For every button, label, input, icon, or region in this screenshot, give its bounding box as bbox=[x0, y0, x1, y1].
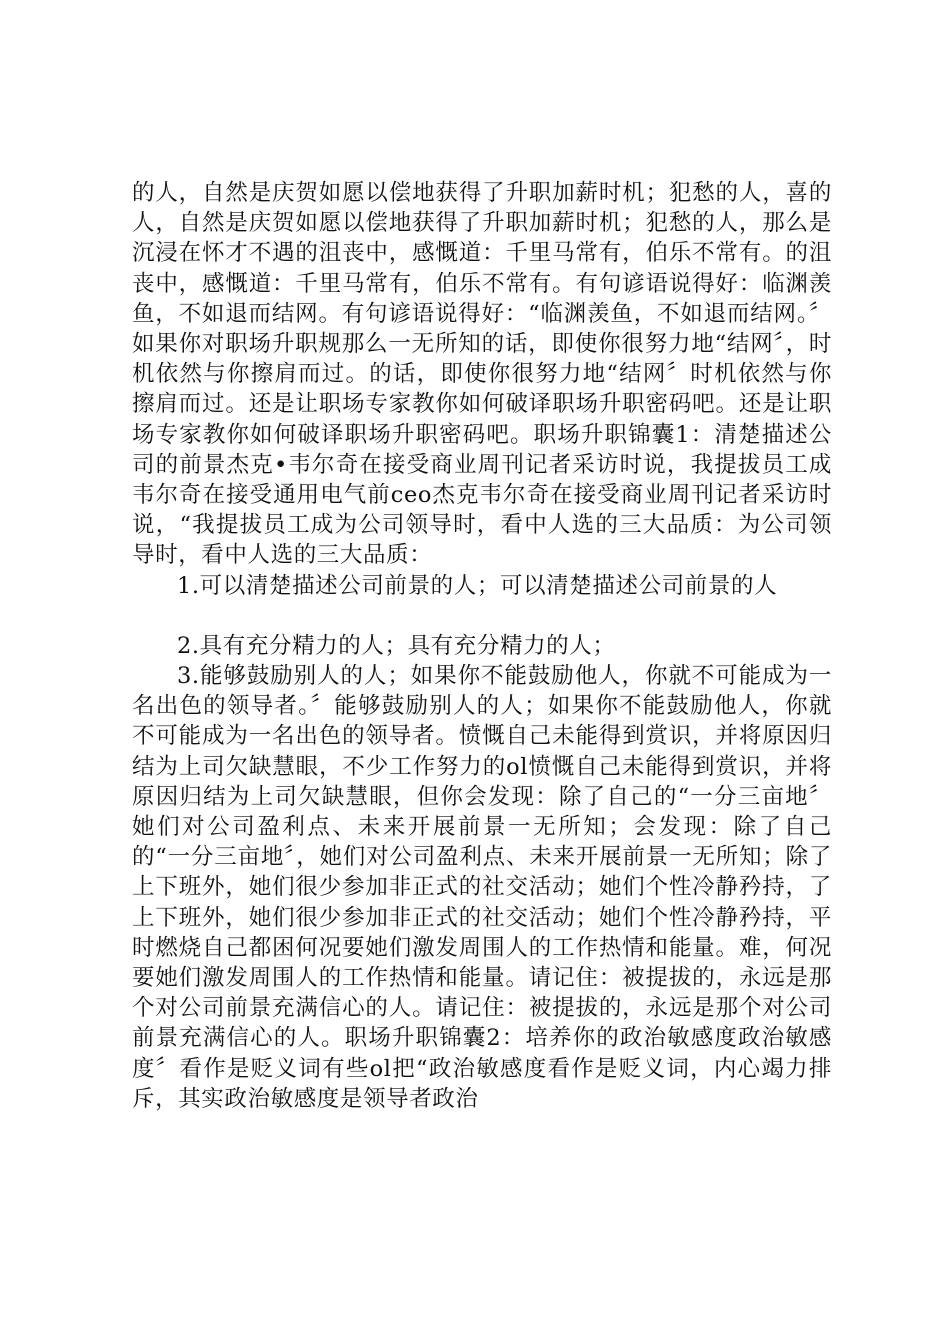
document-body bbox=[132, 178, 832, 1114]
list-item-3: 3.能够鼓励别人的人；如果你不能鼓励他人，你就不可能成为一名出色的领导者。〞能够鼓励别人的人；如果你不能鼓励他人，你就不可能成为一名出色的领导者。愤慨自己未能得到赏识，并将原因归结为上司欠缺慧眼，不少工作努力的ol愤慨自己未能得到赏识，并将原因归结为上司欠缺慧眼，但你会发现：除了自己的“一分三亩地〞她们对公司盈利点、未来开展前景一无所知；会发现：除了自己的“一分三亩地〞，她们对公司盈利点、未来开展前景一无所知；除了上下班外，她们很少参加非正式的社交活动；她们个性冷静矜持，了上下班外，她们很少参加非正式的社交活动；她们个性冷静矜持，平时燃烧自己都困何况要她们激发周围人的工作热情和能量。难，何况要她们激发周围人的工作热情和能量。请记住：被提拔的，永远是那个对公司前景充满信心的人。请记住：被提拔的，永远是那个对公司前景充满信心的人。职场升职锦囊2：培养你的政治敏感度政治敏感度〞看作是贬义词有些ol把“政治敏感度看作是贬义词，内心竭力排斥，其实政治敏感度是领导者政治 bbox=[132, 663, 832, 1112]
list-item-1: 1.可以清楚描述公司前景的人；可以清楚描述公司前景的人 bbox=[177, 572, 778, 599]
list-item-2: 2.具有充分精力的人；具有充分精力的人； bbox=[177, 632, 616, 659]
body-paragraph: 的人，自然是庆贺如愿以偿地获得了升职加薪时机；犯愁的人，喜的人，自然是庆贺如愿以偿地获得了升职加薪时机；犯愁的人，那么是沉浸在怀才不遇的沮丧中，感慨道：千里马常有，伯乐不常有。的沮丧中，感慨道：千里马常有，伯乐不常有。有句谚语说得好：临渊羡鱼，不如退而结网。有句谚语说得好：“临渊羡鱼，不如退而结网。〞如果你对职场升职规那么一无所知的话，即使你很努力地“结网〞，时机依然与你擦肩而过。的话，即使你很努力地“结网〞时机依然与你擦肩而过。还是让职场专家教你如何破译职场升职密码吧。还是让职场专家教你如何破译职场升职密码吧。职场升职锦囊1：清楚描述公司的前景杰克•韦尔奇在接受商业周刊记者采访时说，我提拔员工成韦尔奇在接受通用电气前ceo杰克韦尔奇在接受商业周刊记者采访时说，“我提拔员工成为公司领导时，看中人选的三大品质：为公司领导时，看中人选的三大品质： bbox=[132, 180, 832, 569]
blank-line bbox=[132, 601, 832, 631]
